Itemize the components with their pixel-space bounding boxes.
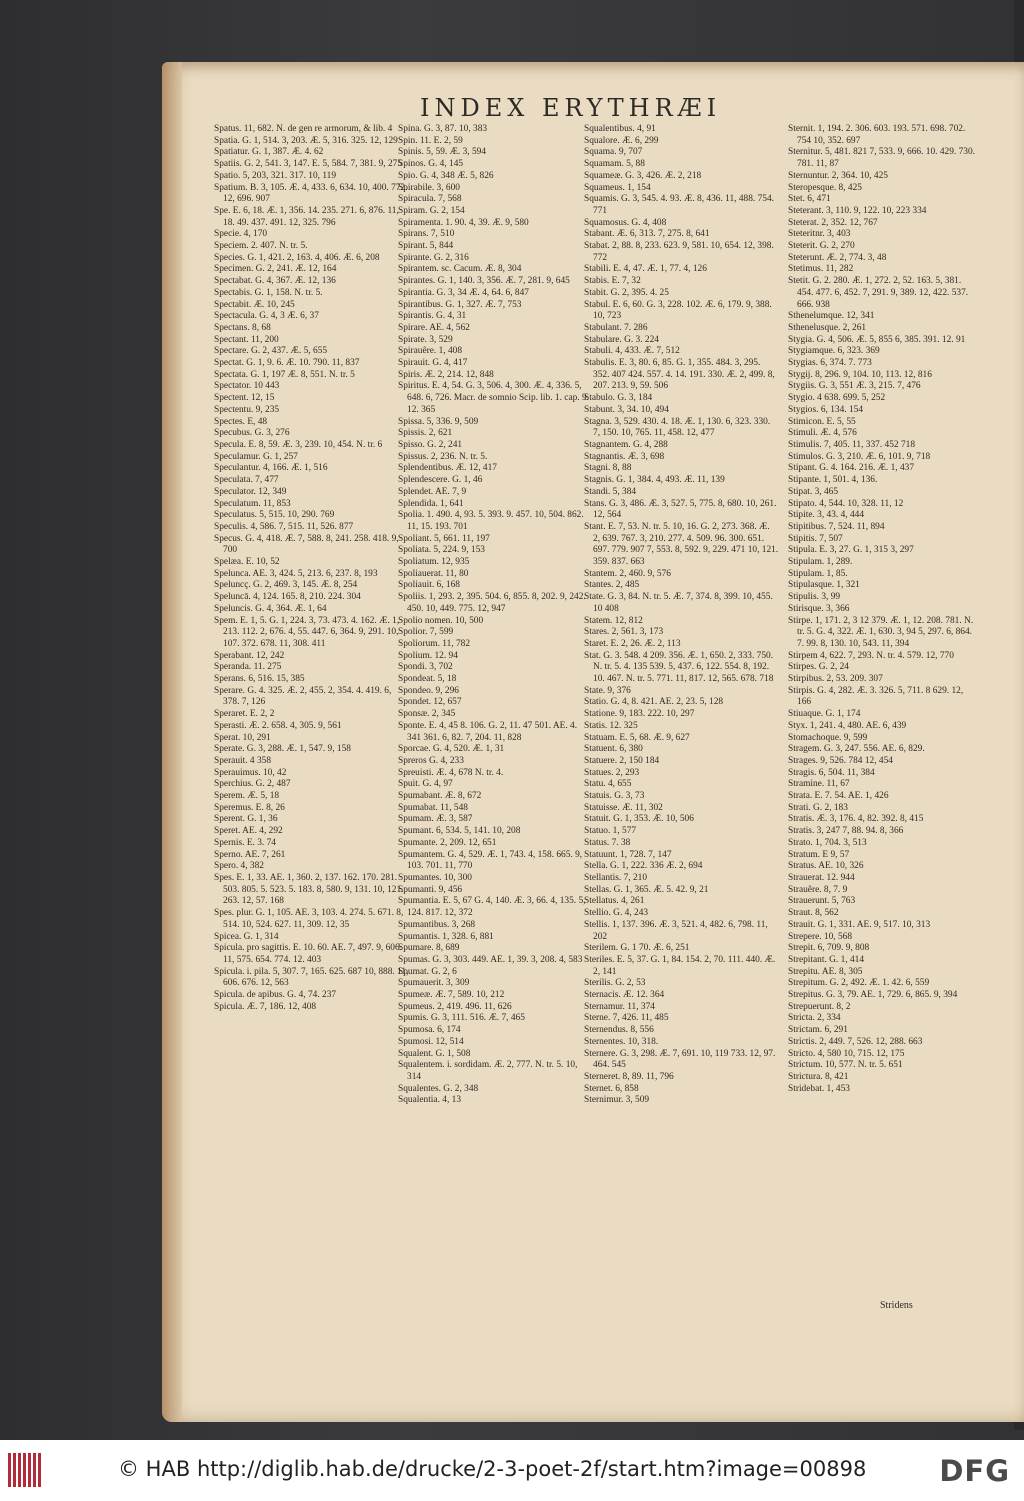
index-entry: Spiram. G. 2, 154 — [398, 205, 465, 216]
index-entry: Stellis. 1, 137. 396. Æ. 3, 521. 4, 482. 6, 798. 11, 202 — [584, 919, 768, 942]
index-entry: Spirant. 5, 844 — [398, 241, 454, 252]
index-entry: Splendentibus. Æ. 12, 417 — [398, 463, 497, 474]
index-entry: Stagnantem. G. 4, 288 — [584, 439, 668, 450]
index-entry: Sterneret. 8, 89. 11, 796 — [584, 1071, 674, 1082]
index-entry: Spin. 11. E. 2, 59 — [398, 135, 463, 146]
index-entry: Spem. E. 1, 5. G. 1, 224. 3, 73. 473. 4. 162. Æ. 1, 213. 112. 2, 676. 4, 55. 447. 6, 364. 9, 291. 10, 107. 372. 678. 11, 308. 411 — [214, 615, 400, 649]
index-entry: Stellas. G. 1, 365. Æ. 5. 42. 9, 21 — [584, 884, 709, 895]
index-entry: Sthenelumque. 12, 341 — [788, 311, 875, 322]
index-entry: Speret. AE. 4, 292 — [214, 826, 283, 837]
index-entry: Sperasti. Æ. 2. 658. 4, 305. 9, 561 — [214, 720, 342, 731]
index-entry: Stragem. G. 3, 247. 556. AE. 6, 829. — [788, 744, 925, 755]
index-entry: Spreros G. 4, 233 — [398, 755, 464, 766]
index-entry: Statuo. 1, 577 — [584, 826, 637, 837]
index-entry: Strictura. 8, 421 — [788, 1071, 849, 1082]
index-entry: Sperchius. G. 2, 487 — [214, 779, 291, 790]
index-entry: Spumant. 6, 534. 5, 141. 10, 208 — [398, 826, 521, 837]
index-entry: Specie. 4, 170 — [214, 229, 268, 240]
index-entry: Spinos. G. 4, 145 — [398, 159, 464, 170]
index-entry: Sternuntur. 2, 364. 10, 425 — [788, 170, 888, 181]
index-entry: Stipulis. 3, 99 — [788, 592, 841, 603]
index-entry: Stipant. G. 4. 164. 216. Æ. 1, 437 — [788, 463, 915, 474]
index-entry: Spes. plur. G. 1, 105. AE. 3, 103. 4. 274. 5. 671. 8, 514. 10, 524. 627. 11, 309. 12, 35 — [214, 908, 404, 930]
running-head: INDEX ERYTHRÆI — [420, 94, 722, 122]
index-entry: Spirauit. G. 4, 417 — [398, 358, 468, 369]
index-entry: Spirate. 3, 529 — [398, 334, 453, 345]
index-entry: State. G. 3, 84. N. tr. 5. Æ. 7, 374. 8, 399. 10, 455. 10 408 — [584, 592, 773, 614]
index-entry: Sperauimus. 10, 42 — [214, 767, 287, 778]
index-entry: Statis. 12. 325 — [584, 720, 638, 731]
index-entry: Spoliis. 1, 293. 2, 395. 504. 6, 855. 8, 202. 9, 242. 450. 10, 449. 775. 12, 947 — [398, 592, 586, 614]
index-entry: Speluncā. 4, 124. 165. 8, 210. 224. 304 — [214, 592, 361, 603]
index-entry: Speluncç. G. 2, 469. 3, 145. Æ. 8, 254 — [214, 580, 358, 591]
index-entry: Spatium. B. 3, 105. Æ. 4, 433. 6, 634. 10, 400. 772. 12, 696. 907 — [214, 182, 408, 205]
index-entry: Spirantem. sc. Cacum. Æ. 8, 304 — [398, 264, 522, 275]
index-entry: Strauerunt. 5, 763 — [788, 896, 856, 907]
index-entry: Squalentia. 4, 13 — [398, 1095, 462, 1106]
index-entry: Spes. E. 1, 33. AE. 1, 360. 2, 137. 162. 170. 281. 503. 805. 5. 523. 5. 183. 8, 580. 9, 131. 10, 121. 263. 12, 57. 168 — [214, 873, 404, 907]
index-entry: Spectabis. G. 1, 158. N. tr. 5. — [214, 287, 323, 298]
index-entry: Specus. G. 4, 418. Æ. 7, 588. 8, 241. 258. 418. 9, 700 — [214, 533, 399, 556]
index-entry: Spuit. G. 4, 97 — [398, 779, 453, 790]
index-entry: Status. 7. 38 — [584, 837, 631, 848]
index-entry: Squama. 9, 707 — [584, 147, 643, 158]
index-entry: Stramine. 11, 67 — [788, 779, 850, 790]
index-entry: Strepuerunt. 8, 2 — [788, 1001, 851, 1012]
index-entry: Stabunt. 3, 34. 10, 494 — [584, 404, 669, 415]
index-entry: Spondeat. 5, 18 — [398, 674, 457, 685]
index-entry: Spondeo. 9, 296 — [398, 685, 459, 696]
index-entry: Stipulasque. 1, 321 — [788, 580, 860, 591]
index-entry: Stirpibus. 2, 53. 209. 307 — [788, 674, 883, 685]
index-entry: Spectant. 11, 200 — [214, 334, 279, 345]
index-entry: Statio. G. 4, 8. 421. AE. 2, 23. 5, 128 — [584, 697, 724, 708]
page-gutter-edge — [162, 62, 182, 1422]
index-entry: Standi. 5, 384 — [584, 486, 637, 497]
index-entry: Strauit. G. 1, 331. AE. 9, 517. 10, 313 — [788, 919, 931, 930]
index-entry: Spectabat. G. 4, 367. Æ. 12, 136 — [214, 276, 336, 287]
index-entry: Spicula. de apibus. G. 4, 74. 237 — [214, 990, 337, 1001]
index-entry: Sporcae. G. 4, 520. Æ. 1, 31 — [398, 744, 505, 755]
index-entry: Stirpis. G. 4, 282. Æ. 3. 326. 5, 711. 8 629. 12, 166 — [788, 685, 964, 708]
index-entry: Spinis. 5, 59. Æ. 3, 594 — [398, 147, 487, 158]
index-entry: Squamam. 5, 88 — [584, 159, 645, 170]
index-entry: Statuisse. Æ. 11, 302 — [584, 802, 663, 813]
index-entry: Spoliant. 5, 661. 11, 197 — [398, 533, 490, 544]
index-entry: Squalentem. i. sordidam. Æ. 2, 777. N. tr. 5. 10, 314 — [398, 1060, 578, 1082]
index-entry: Spumantes. 10, 300 — [398, 873, 472, 883]
index-entry: Strato. 1, 704. 3, 513 — [788, 837, 867, 848]
index-entry: Specula. E. 8, 59. Æ. 3, 239. 10, 454. N. tr. 6 — [214, 439, 383, 450]
index-entry: Stagnantis. Æ. 3, 698 — [584, 451, 665, 462]
index-entry: Squamis. G. 3, 545. 4. 93. Æ. 8, 436. 11, 488. 754. 771 — [584, 194, 775, 216]
index-entry: Sperat. 10, 291 — [214, 732, 271, 743]
index-entry: Stipato. 4, 544. 10, 328. 11, 12 — [788, 498, 904, 509]
index-entry: Stabulis. E. 3, 80. 6, 85. G. 1, 355. 484. 3, 295. 352. 407 424. 557. 4. 14. 191. 330. Æ. 2, 499. 8, 207. 213. 9, 59. 506 — [584, 358, 775, 392]
index-entry: Stygia. G. 4, 506. Æ. 5, 855 6, 385. 391. 12. 91 — [788, 334, 966, 345]
index-column-1 — [214, 124, 409, 1013]
index-entry: Stygij. 8, 296. 9, 104. 10, 113. 12, 816 — [788, 369, 932, 380]
index-entry: Squamosus. G. 4, 408 — [584, 217, 667, 228]
index-entry: Sthenelusque. 2, 261 — [788, 322, 867, 333]
index-entry: Statione. 9, 183. 222. 10, 297 — [584, 709, 695, 720]
index-entry: Stagni. 8, 88 — [584, 463, 632, 474]
index-entry: Squalent. G. 1, 508 — [398, 1048, 471, 1059]
index-entry: Spicula. Æ. 7, 186. 12, 408 — [214, 1001, 317, 1012]
index-entry: Spondet. 12, 657 — [398, 697, 462, 708]
index-entry: Spumabat. 11, 548 — [398, 802, 468, 813]
index-entry: Spirantibus. G. 1, 327. Æ. 7, 753 — [398, 299, 522, 310]
index-entry: Speculatus. 5, 515. 10, 290. 769 — [214, 510, 335, 521]
index-entry: Staret. E. 2, 26. Æ. 2, 113 — [584, 638, 681, 649]
index-entry: Spoliorum. 11, 782 — [398, 638, 471, 649]
index-entry: Spectabit. Æ. 10, 245 — [214, 299, 295, 310]
index-entry: Spumis. G. 3, 111. 516. Æ. 7, 465 — [398, 1013, 525, 1024]
index-entry: Stellantis. 7, 210 — [584, 873, 648, 883]
index-entry: Stomachoque. 9, 599 — [788, 732, 868, 743]
index-entry: Spicea. G. 1, 314 — [214, 931, 279, 942]
index-entry: Spero. 4, 382 — [214, 861, 264, 872]
index-entry: Sperent. G. 1, 36 — [214, 814, 278, 825]
index-entry: Statuam. E. 5, 68. Æ. 9, 627 — [584, 732, 690, 743]
index-entry: Spolior. 7, 599 — [398, 627, 454, 638]
index-entry: Strepit. 6, 709. 9, 808 — [788, 943, 870, 954]
index-entry: Squalentes. G. 2, 348 — [398, 1083, 479, 1094]
index-entry: Stygias. 6, 374. 7. 773 — [788, 358, 872, 369]
index-entry: Stabuli. 4, 433. Æ. 7, 512 — [584, 346, 680, 357]
index-entry: Spumauerit. 3, 309 — [398, 978, 470, 989]
index-entry: Stabant. Æ. 6, 313. 7, 275. 8, 641 — [584, 229, 710, 240]
index-entry: Strata. E. 7. 54. AE. 1, 426 — [788, 791, 889, 802]
index-entry: Stygio. 4 638. 699. 5, 252 — [788, 393, 886, 404]
index-entry: Spondi. 3, 702 — [398, 662, 453, 673]
dfg-logo: DFG — [939, 1454, 1010, 1488]
index-entry: Spolium. 12. 94 — [398, 650, 458, 661]
index-entry: Spumat. G. 2, 6 — [398, 966, 457, 977]
index-entry: Strictis. 2, 449. 7, 526. 12, 288. 663 — [788, 1036, 923, 1047]
index-entry: Spatiatur. G. 1, 387. Æ. 4. 62 — [214, 147, 324, 158]
index-entry: Sperno. AE. 7, 261 — [214, 849, 286, 860]
index-entry: Sternere. G. 3, 298. Æ. 7, 691. 10, 119 733. 12, 97. 464. 545 — [584, 1048, 776, 1071]
index-entry: Spoliauit. 6, 168 — [398, 580, 460, 591]
index-entry: Sterilem. G. 1 70. Æ. 6, 251 — [584, 943, 690, 954]
index-entry: Spoliatum. 12, 935 — [398, 557, 470, 568]
index-entry: Stipitibus. 7, 524. 11, 894 — [788, 521, 885, 532]
index-entry: Stiuaque. G. 1, 174 — [788, 709, 861, 720]
index-entry: Splendescere. G. 1, 46 — [398, 475, 483, 486]
index-entry: Strepere. 10, 568 — [788, 931, 853, 942]
index-entry: Stabat. 2, 88. 8, 233. 623. 9, 581. 10, 654. 12, 398. 772 — [584, 241, 774, 263]
index-entry: Spectare. G. 2, 437. Æ. 5, 655 — [214, 346, 328, 357]
index-entry: Spissis. 2, 621 — [398, 428, 453, 439]
index-entry: Steteritnr. 3, 403 — [788, 229, 851, 240]
index-entry: Sperate. G. 3, 288. Æ. 1, 547. 9, 158 — [214, 744, 351, 755]
index-entry: Spirauêre. 1, 408 — [398, 346, 463, 357]
index-entry: Stipulam. 1, 289. — [788, 557, 853, 568]
index-entry: Speculata. 7, 477 — [214, 475, 279, 486]
index-entry: Stabit. G. 2, 395. 4. 25 — [584, 287, 669, 298]
index-entry: Steterunt. Æ. 2, 774. 3, 48 — [788, 252, 887, 263]
index-entry: Sperabant. 12, 242 — [214, 650, 285, 661]
index-entry: Spumabant. Æ. 8, 672 — [398, 791, 482, 802]
index-entry: Stabul. E. 6, 60. G. 3, 228. 102. Æ. 6, 179. 9, 388. 10, 723 — [584, 299, 772, 322]
index-entry: Spectans. 8, 68 — [214, 322, 271, 333]
index-entry: Speculatum. 11, 853 — [214, 498, 291, 509]
index-entry: Stimulis. 7, 405. 11, 337. 452 718 — [788, 439, 916, 450]
index-entry: Stirpe. 1, 171. 2, 3 12 379. Æ. 1, 12. 208. 781. N. tr. 5. G. 4, 322. Æ. 1, 630. 3, 94 5, 297. 6, 864. 7. 99. 8, 130. 10, 543. 11, 394 — [788, 615, 974, 649]
index-entry: Stratis. Æ. 3, 176. 4, 82. 392. 8, 415 — [788, 814, 924, 825]
index-entry: Sternet. 6, 858 — [584, 1083, 639, 1094]
index-entry: Spatia. G. 1, 514. 3, 203. Æ. 5, 316. 325. 12, 129 — [214, 135, 398, 146]
index-entry: Sperauit. 4 358 — [214, 755, 272, 766]
index-entry: Spicula. pro sagittis. E. 10. 60. AE. 7, 497. 9, 606. 11, 575. 654. 774. 12. 403 — [214, 943, 403, 965]
index-entry: Spoliata. 5, 224. 9, 153 — [398, 545, 485, 556]
index-entry: Spirantis. G. 4, 31 — [398, 311, 467, 322]
index-entry: Splendida. 1, 641 — [398, 498, 464, 509]
index-entry: Statem. 12, 812 — [584, 615, 643, 626]
index-entry: Stagnis. G. 1, 384. 4, 493. Æ. 11, 139 — [584, 475, 725, 486]
index-entry: Statuent. 6, 380 — [584, 744, 643, 755]
index-entry: Squalentibus. 4, 91 — [584, 124, 656, 134]
index-entry: Spectacula. G. 4, 3 Æ. 6, 37 — [214, 311, 319, 322]
index-entry: Steriles. E. 5, 37. G. 1, 84. 154. 2, 70. 111. 440. Æ. 2, 141 — [584, 954, 776, 977]
index-entry: Statuit. G. 1, 353. Æ. 10, 506 — [584, 814, 694, 825]
index-entry: Spirabile. 3, 600 — [398, 182, 460, 193]
index-entry: Sperans. 6, 516. 15, 385 — [214, 674, 305, 685]
index-entry: Spumanti. 9, 456 — [398, 884, 463, 895]
index-entry: Stragis. 6, 504. 11, 384 — [788, 767, 875, 778]
index-entry: Spirante. G. 2, 316 — [398, 252, 469, 263]
index-entry: Stetit. G. 2. 280. Æ. 1, 272. 2, 52. 163. 5, 381. 454. 477. 6, 452. 7, 291. 9, 389. 12, 422. 537. 666. 938 — [788, 276, 969, 310]
index-entry: Spectata. G. 1, 197 Æ. 8, 551. N. tr. 5 — [214, 369, 355, 380]
index-entry: Spumeæ. Æ. 7, 589. 10, 212 — [398, 990, 505, 1001]
index-entry: Statu. 4, 655 — [584, 779, 632, 790]
index-entry: Spio. G. 4, 348 Æ. 5, 826 — [398, 170, 494, 181]
index-entry: Sternit. 1, 194. 2. 306. 603. 193. 571. 698. 702. 754 10, 352. 697 — [788, 124, 966, 146]
index-entry: Spelæa. E. 10, 52 — [214, 557, 280, 568]
index-entry: Spiris. Æ. 2, 214. 12, 848 — [398, 369, 494, 380]
index-column-3 — [584, 124, 779, 1107]
index-entry: Steterat. 2, 352. 12, 767 — [788, 217, 878, 228]
index-entry: Strages. 9, 526. 784 12, 454 — [788, 755, 893, 766]
index-column-4 — [788, 124, 978, 1095]
index-entry: Spatio. 5, 203, 321. 317. 10, 119 — [214, 170, 337, 181]
index-entry: Spumeus. 2, 419. 496. 11, 626 — [398, 1001, 512, 1012]
index-entry: Speculamur. G. 1, 257 — [214, 451, 298, 462]
index-entry: Spumante. 2, 209. 12, 651 — [398, 837, 497, 848]
index-entry: Squameæ. G. 3, 426. Æ. 2, 218 — [584, 170, 702, 181]
index-entry: Strauêre. 8, 7. 9 — [788, 884, 848, 895]
index-entry: Spelunca. AE. 3, 424. 5, 213. 6, 237. 8, 193 — [214, 568, 378, 579]
index-entry: Spumantibus. 3, 268 — [398, 919, 476, 930]
index-entry: Spissa. 5, 336. 9, 509 — [398, 416, 479, 427]
catchword: Stridens — [880, 1300, 913, 1311]
footer-credit — [118, 1457, 866, 1481]
index-entry: Stricta. 2, 334 — [788, 1013, 841, 1024]
index-column-2 — [398, 124, 593, 1107]
index-entry: Stygiamque. 6, 323. 369 — [788, 346, 880, 357]
index-entry: Specimen. G. 2, 241. Æ. 12, 164 — [214, 264, 337, 275]
index-entry: Spectator. 10 443 — [214, 381, 280, 392]
index-entry: Stimicon. E. 5, 55 — [788, 416, 856, 427]
index-entry: Sternitur. 5, 481. 821 7, 533. 9, 666. 10. 429. 730. 781. 11, 87 — [788, 147, 975, 170]
index-entry: Spumare. 8, 689 — [398, 943, 460, 954]
index-entry: Stat. G. 3. 548. 4 209. 356. Æ. 1, 650. 2, 333. 750. N. tr. 5. 4. 135 539. 5, 437. 6, 122. 554. 8, 192. 10. 467. N. tr. 5. 771. 11, 817. 12, 565. 678. 718 — [584, 650, 774, 685]
index-entry: Speculis. 4, 586. 7, 515. 11, 526. 877 — [214, 521, 354, 532]
index-entry: Straut. 8, 562 — [788, 908, 839, 919]
index-entry: Stetimus. 11, 282 — [788, 264, 854, 275]
index-entry: Stipante. 1, 501. 4, 136. — [788, 475, 878, 486]
index-entry: Strepitum. G. 2, 492. Æ. 1. 42. 6, 559 — [788, 978, 930, 989]
index-entry: Statuis. G. 3, 73 — [584, 791, 645, 802]
index-entry: Stella. G. 1, 222. 336 Æ. 2, 694 — [584, 861, 703, 872]
index-entry: Spreuisti. Æ. 4, 678 N. tr. 4. — [398, 767, 504, 778]
copyright-text: © HAB — [118, 1457, 191, 1481]
index-entry: Squameus. 1, 154 — [584, 182, 651, 193]
index-entry: State. 9, 376 — [584, 685, 631, 696]
index-entry: Spolia. 1. 490. 4, 93. 5. 393. 9. 457. 10, 504. 862. 11, 15. 193. 701 — [398, 510, 584, 532]
index-entry: Spolio nomen. 10, 500 — [398, 615, 484, 626]
index-entry: Strepitu. AE. 8, 305 — [788, 966, 863, 977]
index-entry: Spiritus. E. 4, 54. G. 3, 506. 4, 300. Æ. 4, 336. 5, 648. 6, 726. Macr. de somnio Scip. lib. 1. cap. 9. 12. 365 — [398, 381, 590, 415]
index-entry: Stratis. 3, 247 7, 88. 94. 8, 366 — [788, 826, 904, 837]
index-entry: Stabulo. G. 3, 184 — [584, 393, 653, 404]
index-entry: Stabulant. 7. 286 — [584, 322, 648, 333]
index-entry: Stellatus. 4, 261 — [584, 896, 645, 907]
index-entry: Stares. 2, 561. 3, 173 — [584, 627, 664, 638]
index-entry: Spiramenta. 1. 90. 4, 39. Æ. 9, 580 — [398, 217, 529, 228]
index-entry: Spernis. E. 3. 74 — [214, 837, 276, 848]
library-logo-icon — [8, 1453, 52, 1487]
index-entry: Spe. E. 6, 18. Æ. 1, 356. 14. 235. 271. 6, 876. 11, 18. 49. 437. 491. 12, 325. 796 — [214, 205, 399, 228]
index-entry: Stimuli. Æ. 4, 576 — [788, 428, 857, 439]
index-entry: Stantem. 2, 460. 9, 576 — [584, 568, 671, 579]
index-entry: Speranda. 11. 275 — [214, 662, 282, 673]
index-entry: Stantes. 2, 485 — [584, 580, 640, 591]
index-entry: Speraret. E. 2, 2 — [214, 709, 275, 720]
index-entry: Stridebat. 1, 453 — [788, 1083, 850, 1094]
index-entry: Spumas. G. 3, 303. 449. AE. 1, 39. 3, 208. 4, 583 — [398, 954, 583, 965]
index-entry: Statuunt. 1, 728. 7, 147 — [584, 849, 672, 860]
index-entry: Spoliauerat. 11, 80 — [398, 568, 469, 579]
index-entry: Squalore. Æ. 6, 299 — [584, 135, 659, 146]
index-entry: Sternimur. 3, 509 — [584, 1095, 650, 1106]
index-entry: Stans. G. 3, 486. Æ. 3, 527. 5, 775. 8, 680. 10, 261. 12, 564 — [584, 498, 777, 521]
index-entry: Spiracula. 7, 568 — [398, 194, 462, 205]
index-entry: Strictum. 10, 577. N. tr. 5. 651 — [788, 1060, 903, 1071]
viewer-footer — [0, 1440, 1024, 1501]
index-entry: Steterit. G. 2, 270 — [788, 241, 855, 252]
index-entry: Stabulare. G. 3. 224 — [584, 334, 659, 345]
index-entry: Spirans. 7, 510 — [398, 229, 455, 240]
index-entry: Strepitus. G. 3, 79. AE. 1, 729. 6, 865. 9, 394 — [788, 990, 958, 1001]
index-entry: Stabili. E. 4, 47. Æ. 1, 77. 4, 126 — [584, 264, 707, 275]
index-entry: Stygios. 6, 134. 154 — [788, 404, 864, 415]
index-entry: Sternendus. 8, 556 — [584, 1025, 654, 1036]
index-entry: Sponte. E. 4, 45 8. 106. G. 2, 11. 47 501. AE. 4. 341 361. 6, 82. 7, 204. 11, 828 — [398, 720, 578, 743]
index-entry: Statues. 2, 293 — [584, 767, 640, 778]
index-entry: Spectat. G. 1, 9. 6. Æ. 10. 790. 11, 837 — [214, 358, 360, 369]
index-entry: Stet. 6, 471 — [788, 194, 831, 205]
index-entry: Spirantia. G. 3, 34 Æ. 4, 64. 6, 847 — [398, 287, 529, 298]
index-entry: Sterilis. G. 2, 53 — [584, 978, 646, 989]
index-entry: Stimulos. G. 3, 210. Æ. 6, 101. 9, 718 — [788, 451, 931, 462]
index-entry: Stirpes. G. 2, 24 — [788, 662, 849, 673]
index-entry: Speculantur. 4, 166. Æ. 1, 516 — [214, 463, 328, 474]
index-entry: Spirantes. G. 1, 140. 3, 356. Æ. 7, 281. 9, 645 — [398, 276, 570, 287]
index-entry: Sperare. G. 4. 325. Æ. 2, 455. 2, 354. 4. 419. 6, 378. 7, 126 — [214, 685, 392, 708]
index-entry: Strictam. 6, 291 — [788, 1025, 848, 1036]
index-entry: Stygiis. G. 3, 551 Æ. 3, 215. 7, 476 — [788, 381, 921, 392]
index-entry: Sternacis. Æ. 12. 364 — [584, 990, 665, 1001]
index-entry: Sternentes. 10, 318. — [584, 1036, 659, 1047]
index-entry: Stipat. 3, 465 — [788, 486, 839, 497]
index-entry: Spectes. E, 48 — [214, 416, 268, 427]
index-entry: Stagna. 3, 529. 430. 4. 18. Æ. 1, 130. 6, 323. 330. 7, 150. 10, 765. 11, 458. 12, 477 — [584, 416, 771, 439]
index-entry: Strauerat. 12. 944 — [788, 873, 855, 883]
index-entry: Splendet. AE. 7, 9 — [398, 486, 467, 497]
index-entry: Spina. G. 3, 87. 10, 383 — [398, 124, 488, 134]
index-entry: Styx. 1, 241. 4, 480. AE. 6, 439 — [788, 720, 907, 731]
index-entry: Sperem. Æ. 5, 18 — [214, 791, 280, 802]
index-entry: Spatiis. G. 2, 541. 3, 147. E. 5, 584. 7, 381. 9, 275 — [214, 159, 403, 170]
index-entry: Spumosa. 6, 174 — [398, 1025, 461, 1036]
index-entry: Sternamur. 11, 374 — [584, 1001, 655, 1012]
index-entry: Spissus. 2, 236. N. tr. 5. — [398, 451, 488, 462]
index-entry: Steropesque. 8, 425 — [788, 182, 862, 193]
index-entry: Stipula. E. 3, 27. G. 1, 315 3, 297 — [788, 545, 914, 556]
index-entry: Speculator. 12, 349 — [214, 486, 287, 497]
index-entry: Sponsæ. 2, 345 — [398, 709, 456, 720]
index-entry: Stirisque. 3, 366 — [788, 603, 850, 614]
index-entry: Spumantis. 1, 328. 6, 881 — [398, 931, 494, 942]
index-entry: Stipulam. 1, 85. — [788, 568, 848, 579]
index-entry: Speluncis. G. 4, 364. Æ. 1, 64 — [214, 603, 327, 614]
index-entry: Speciem. 2. 407. N. tr. 5. — [214, 241, 308, 252]
index-entry: Stricto. 4, 580 10, 715. 12, 175 — [788, 1048, 905, 1059]
index-entry: Spisso. G. 2, 241 — [398, 439, 463, 450]
index-entry: Statuere. 2, 150 184 — [584, 755, 660, 766]
index-entry: Stipite. 3, 43. 4, 444 — [788, 510, 865, 521]
index-entry: Spumantia. E. 5, 67 G. 4, 140. Æ. 3, 66. 4, 135. 5, 124. 817. 12, 372 — [398, 896, 586, 919]
index-entry: Stabis. E. 7, 32 — [584, 276, 641, 287]
index-entry: Spectent. 12, 15 — [214, 393, 275, 404]
source-link[interactable]: http://diglib.hab.de/drucke/2-3-poet-2f/start.htm?image=00898 — [196, 1457, 867, 1481]
index-entry: Speremus. E. 8, 26 — [214, 802, 285, 813]
index-entry: Spumosi. 12, 514 — [398, 1036, 464, 1047]
index-entry: Stant. E. 7, 53. N. tr. 5. 10, 16. G. 2, 273. 368. Æ. 2, 639. 767. 3, 210. 277. 4. 509. 96. 300. 651. 697. 779. 907 7, 553. 8, 592. 9, 229. 471 10, 121. 359. 837. 663 — [584, 521, 779, 568]
index-entry: Stratum. E 9, 57 — [788, 849, 850, 860]
index-entry: Specubus. G. 3, 276 — [214, 428, 290, 439]
index-entry: Stipitis. 7, 507 — [788, 533, 843, 544]
index-entry: Stellio. G. 4, 243 — [584, 908, 649, 919]
index-entry: Strati. G. 2, 183 — [788, 802, 848, 813]
index-entry: Stratus. AE. 10, 326 — [788, 861, 864, 872]
index-entry: Spatus. 11, 682. N. de gen re armorum, & lib. 4 — [214, 124, 393, 134]
index-entry: Stirpem 4, 622. 7, 293. N. tr. 4. 579. 12, 770 — [788, 650, 954, 661]
index-entry: Spumantem. G. 4, 529. Æ. 1, 743. 4, 158. 665. 9, 103. 701. 11, 770 — [398, 849, 583, 872]
index-entry: Sterne. 7, 426. 11, 485 — [584, 1013, 669, 1024]
index-entry: Spicula. i. pila. 5, 307. 7, 165. 625. 687 10, 888. 11, 606. 676. 12, 563 — [214, 966, 409, 989]
index-entry: Species. G. 1, 421. 2, 163. 4, 406. Æ. 6, 208 — [214, 252, 380, 263]
index-entry: Strepitant. G. 1, 414 — [788, 954, 865, 965]
index-entry: Spumam. Æ. 3, 587 — [398, 814, 473, 825]
index-entry: Spirare. AE. 4, 562 — [398, 322, 470, 333]
index-entry: Steterant. 3, 110. 9, 122. 10, 223 334 — [788, 205, 927, 216]
index-entry: Spectentu. 9, 235 — [214, 404, 280, 415]
